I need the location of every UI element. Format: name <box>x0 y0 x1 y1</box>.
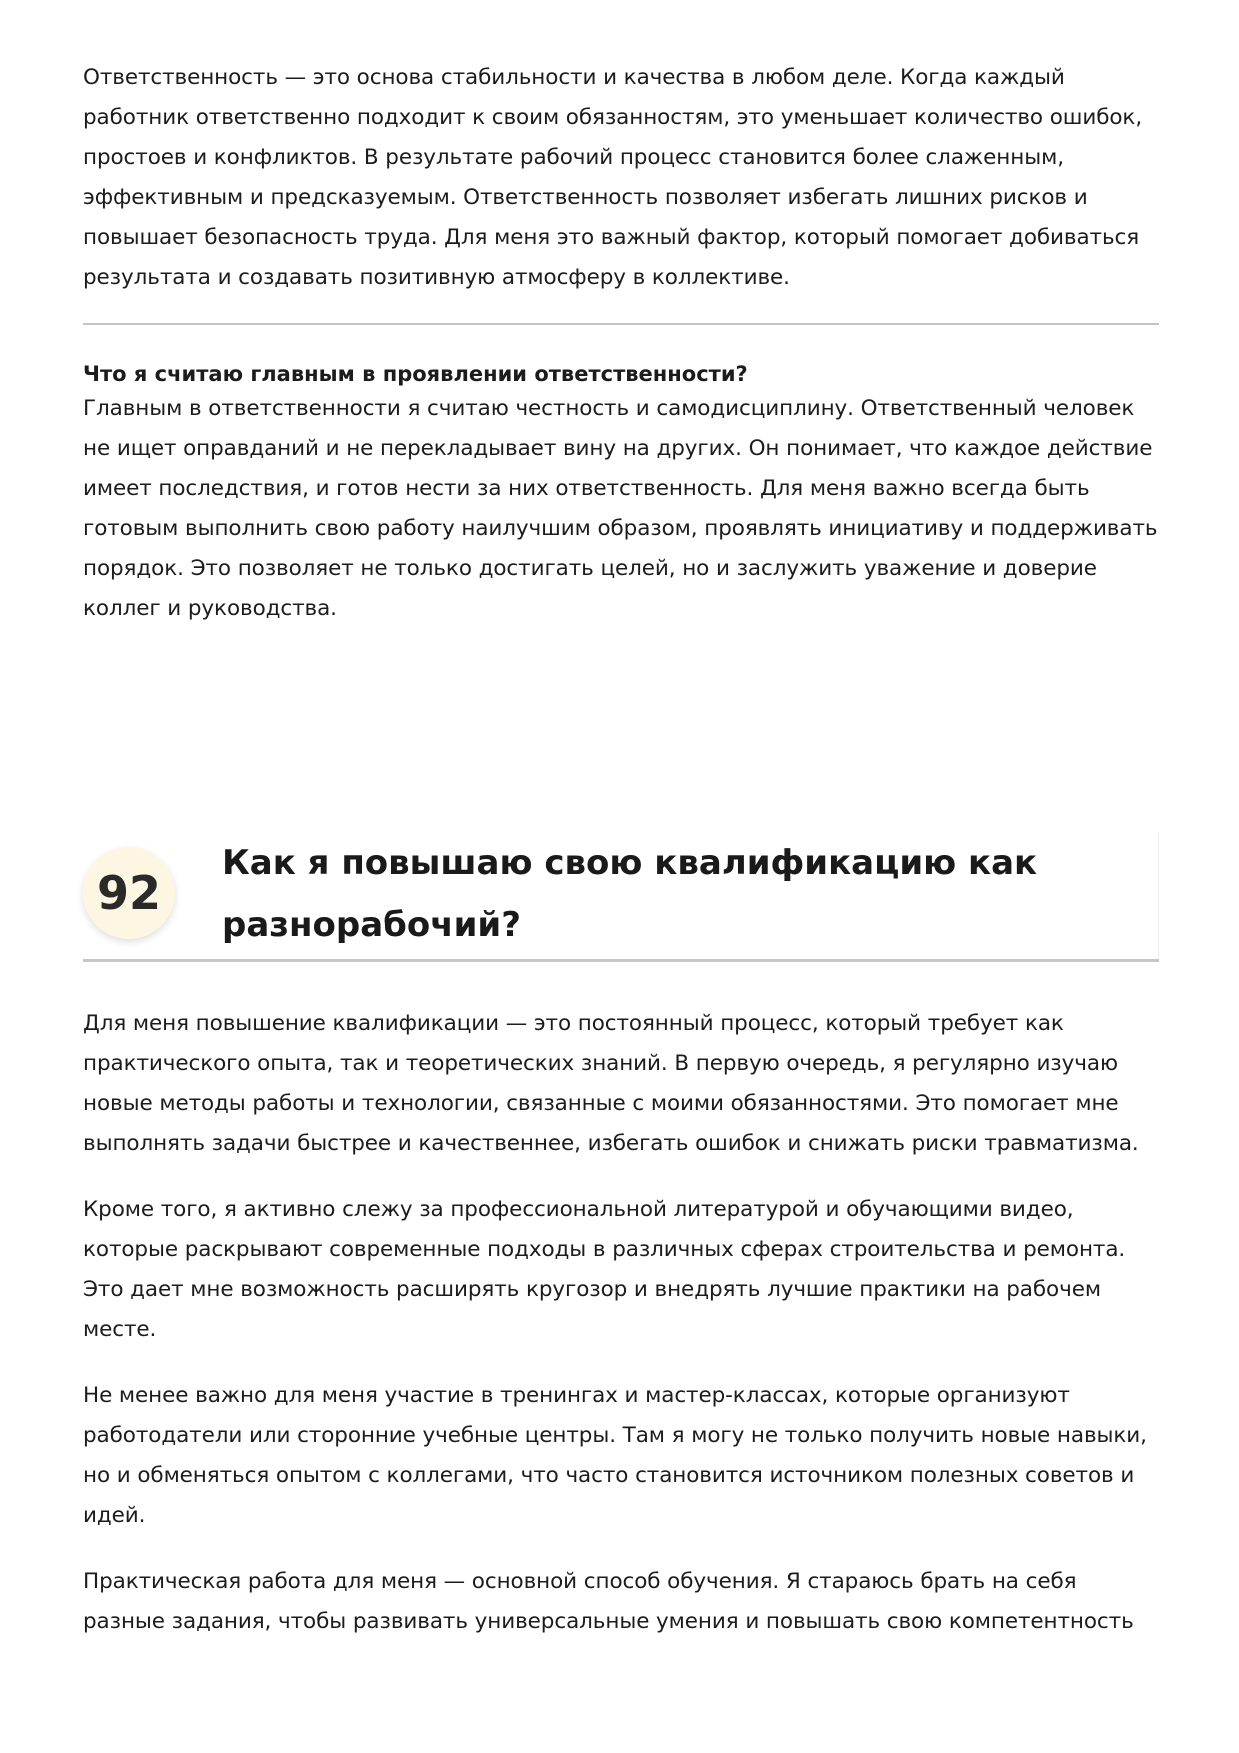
section-divider <box>83 323 1159 325</box>
section-header <box>83 832 1159 962</box>
section-paragraph: Для меня повышение квалификации — это постоянный процесс, который требует как практического опыта, так и теоретических знаний. В первую очередь, я регулярно изучаю новые методы работы и технологии, связанные с моими обязанностями. Это помогает мне выполнять задачи быстрее и качественнее, избегать ошибок и снижать риски травматизма. <box>83 1011 1139 1156</box>
section-paragraph: Практическая работа для меня — основной способ обучения. Я стараюсь брать на себя разные задания, чтобы развивать универсальные умения и повышать свою компетентность <box>83 1569 1134 1634</box>
top-content <box>83 58 1159 629</box>
question-heading: Что я считаю главным в проявлении ответственности? <box>83 362 748 386</box>
section-paragraph: Не менее важно для меня участие в тренингах и мастер-классах, которые организуют работодатели или сторонние учебные центры. Там я могу не только получить новые навыки, но и обменяться опытом с коллегами, что часто становится источником полезных советов и идей. <box>83 1383 1147 1528</box>
section-paragraph: Кроме того, я активно слежу за профессиональной литературой и обучающими видео, которые раскрывают современные подходы в различных сферах строительства и ремонта. Это дает мне возможность расширять кругозор и внедрять лучшие практики на рабочем месте. <box>83 1197 1126 1342</box>
section-body <box>83 1004 1159 1642</box>
section-number-badge: 92 <box>83 847 175 939</box>
section-title: Как я повышаю свою квалификацию как разнорабочий? <box>222 843 1038 945</box>
intro-paragraph: Ответственность — это основа стабильности и качества в любом деле. Когда каждый работник ответственно подходит к своим обязанностям, это уменьшает количество ошибок, простоев и конфликтов. В результате рабочий процесс становится более слаженным, эффективным и предсказуемым. Ответственность позволяет избегать лишних рисков и повышает безопасность труда. Для меня это важный фактор, который помогает добиваться результата и создавать позитивную атмосферу в коллективе. <box>83 65 1143 290</box>
question-answer: Главным в ответственности я считаю честность и самодисциплину. Ответственный человек не ищет оправданий и не перекладывает вину на других. Он понимает, что каждое действие имеет последствия, и готов нести за них ответственность. Для меня важно всегда быть готовым выполнить свою работу наилучшим образом, проявлять инициативу и поддерживать порядок. Это позволяет не только достигать целей, но и заслужить уважение и доверие коллег и руководства. <box>83 396 1158 621</box>
